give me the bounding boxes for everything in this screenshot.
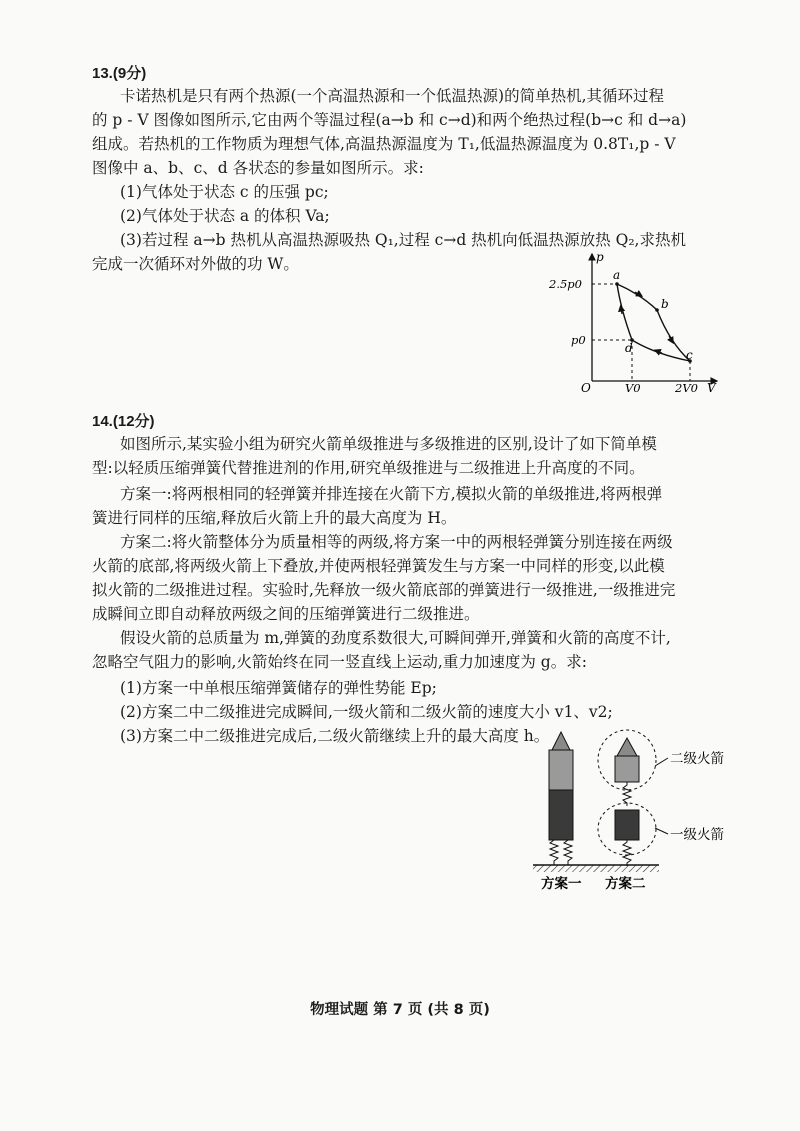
plan2-nose bbox=[617, 738, 637, 756]
question-13-number: 13.(9分) bbox=[92, 65, 147, 82]
curve-d-to-a bbox=[617, 284, 632, 340]
label-c: c bbox=[686, 348, 693, 362]
label-a: a bbox=[613, 268, 621, 282]
v-axis-label: V bbox=[707, 381, 716, 393]
leader-stage1 bbox=[655, 828, 668, 834]
tick-v0: V0 bbox=[625, 381, 641, 393]
q14-sub-2: (2)方案二中二级推进完成瞬间,一级火箭和二级火箭的速度大小 v1、v2; bbox=[120, 703, 613, 721]
q14-line-1: 如图所示,某实验小组为研究火箭单级推进与多级推进的区别,设计了如下简单模 bbox=[120, 435, 657, 453]
p-axis-label: p bbox=[596, 250, 604, 264]
plan1-rocket bbox=[549, 732, 573, 865]
page-footer: 物理试题 第 7 页 (共 8 页) bbox=[310, 1002, 490, 1018]
label-b: b bbox=[661, 297, 669, 311]
q13-sub-1: (1)气体处于状态 c 的压强 pc; bbox=[120, 183, 329, 201]
q14-line-5: 方案二:将火箭整体分为质量相等的两级,将方案一中的两根轻弹簧分别连接在两级 bbox=[120, 533, 673, 551]
plan2-rocket bbox=[598, 730, 656, 866]
q14-line-2: 型:以轻质压缩弹簧代替推进剂的作用,研究单级推进与二级推进上升高度的不同。 bbox=[92, 459, 645, 477]
tick-p0: p0 bbox=[571, 333, 586, 347]
tick-25p0: 2.5p0 bbox=[549, 277, 582, 291]
ground-hatch bbox=[533, 865, 659, 872]
q13-line-1: 卡诺热机是只有两个热源(一个高温热源和一个低温热源)的简单热机,其循环过程 bbox=[120, 87, 665, 105]
point-b bbox=[655, 308, 659, 312]
plan2-middle-spring bbox=[623, 782, 631, 806]
q14-line-8: 成瞬间立即自动释放两级之间的压缩弹簧进行二级推进。 bbox=[92, 605, 480, 623]
tick-2v0: 2V0 bbox=[675, 381, 698, 393]
q14-line-7: 拟火箭的二级推进过程。实验时,先释放一级火箭底部的弹簧进行一级推进,一级推进完 bbox=[92, 581, 676, 599]
curve-a-to-b bbox=[617, 284, 657, 310]
label-stage2: 二级火箭 bbox=[670, 751, 724, 767]
label-stage1: 一级火箭 bbox=[670, 827, 724, 843]
label-plan2: 方案二 bbox=[605, 876, 646, 892]
origin-label: O bbox=[581, 381, 591, 393]
q14-line-10: 忽略空气阻力的影响,火箭始终在同一竖直线上运动,重力加速度为 g。求: bbox=[92, 653, 587, 671]
leader-stage2 bbox=[655, 758, 668, 766]
plan1-upper-body bbox=[549, 750, 573, 790]
q14-sub-3: (3)方案二中二级推进完成后,二级火箭继续上升的最大高度 h。 bbox=[120, 727, 550, 745]
q14-line-3: 方案一:将两根相同的轻弹簧并排连接在火箭下方,模拟火箭的单级推进,将两根弹 bbox=[120, 485, 663, 503]
plan2-lower-stage bbox=[615, 810, 639, 840]
point-a bbox=[615, 282, 619, 286]
q14-line-9: 假设火箭的总质量为 m,弹簧的劲度系数很大,可瞬间弹开,弹簧和火箭的高度不计, bbox=[120, 629, 671, 647]
plan1-lower-body bbox=[549, 790, 573, 840]
q14-line-6: 火箭的底部,将两级火箭上下叠放,并使两根轻弹簧发生与方案一中同样的形变,以此模 bbox=[92, 557, 665, 575]
q13-sub-3: (3)若过程 a→b 热机从高温热源吸热 Q₁,过程 c→d 热机向低温热源放热 Q₂,求热机 bbox=[120, 231, 686, 249]
q13-line-3: 组成。若热机的工作物质为理想气体,高温热源温度为 T₁,低温热源温度为 0.8T₁,p - V bbox=[92, 135, 676, 153]
label-d: d bbox=[625, 341, 633, 355]
q13-line-4: 图像中 a、b、c、d 各状态的参量如图所示。求: bbox=[92, 159, 424, 177]
pv-diagram bbox=[545, 248, 725, 393]
plan2-bottom-spring bbox=[623, 840, 631, 866]
plan1-spring-right bbox=[564, 840, 572, 865]
rocket-diagram bbox=[525, 728, 745, 898]
question-14-number: 14.(12分) bbox=[92, 413, 155, 430]
q13-sub-2: (2)气体处于状态 a 的体积 Va; bbox=[120, 207, 330, 225]
q13-line-2: 的 p - V 图像如图所示,它由两个等温过程(a→b 和 c→d)和两个绝热过程(b→c 和 d→a) bbox=[92, 111, 687, 129]
q14-sub-1: (1)方案一中单根压缩弹簧储存的弹性势能 Ep; bbox=[120, 679, 437, 697]
label-plan1: 方案一 bbox=[541, 876, 582, 892]
plan1-nose bbox=[552, 732, 570, 750]
curve-c-to-d bbox=[632, 340, 690, 361]
plan1-spring-left bbox=[550, 840, 558, 865]
q14-line-4: 簧进行同样的压缩,释放后火箭上升的最大高度为 H。 bbox=[92, 509, 457, 527]
plan2-upper-stage bbox=[615, 756, 639, 782]
q13-line-last: 完成一次循环对外做的功 W。 bbox=[92, 255, 299, 273]
